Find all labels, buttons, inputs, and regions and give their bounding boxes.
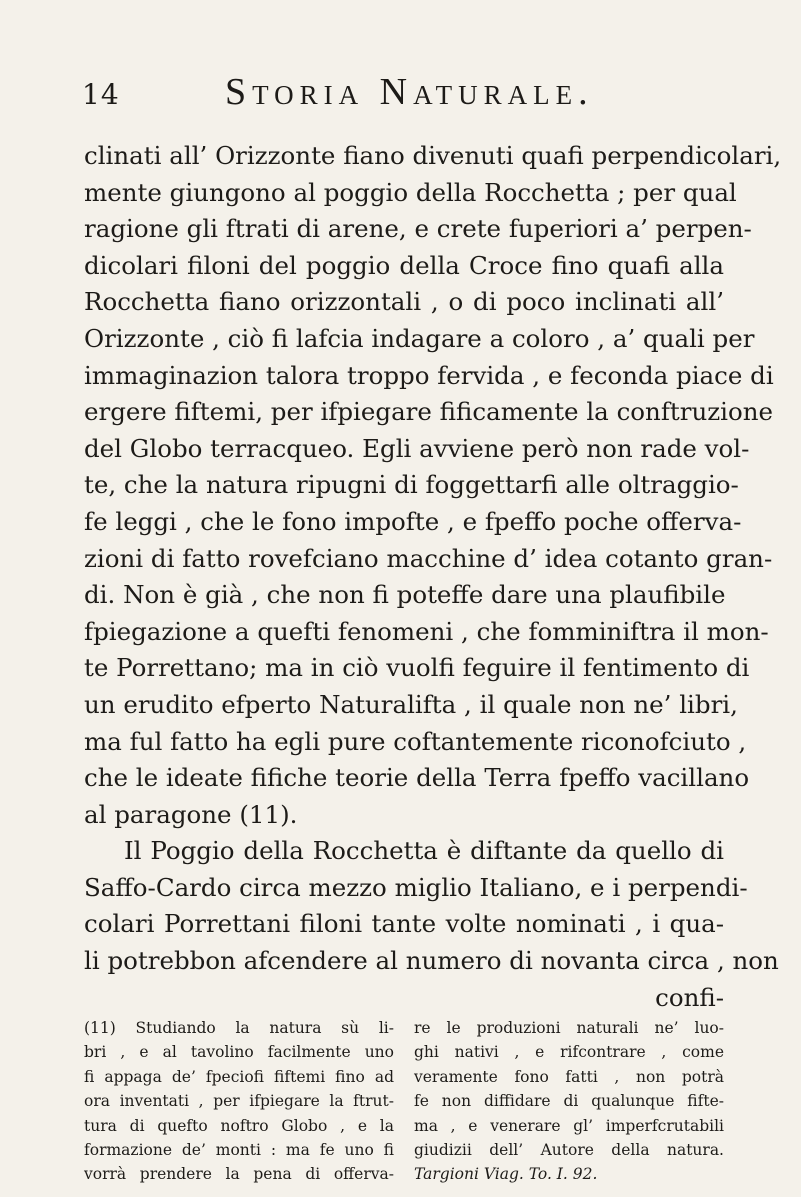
text-line: del Globo terracqueo. Egli avviene però non rade vol- [84,433,750,463]
text-line: li potrebbon afcendere al numero di novanta circa , non [84,946,779,976]
text-line: dicolari filoni del poggio della Croce fino quafi alla [84,250,724,280]
footnote-line: ora inventati , per ifpiegare la ftrut- [84,1092,394,1111]
text-line: Il Poggio della Rocchetta è diftante da quello di [124,836,724,866]
footnote-line: re le produzioni naturali ne’ luo- [414,1019,724,1037]
text-line: di. Non è già , che non fi poteffe dare una plaufibile [84,580,726,610]
page-header [0,70,801,120]
footnote-line: ghi nativi , e rifcontrare , come [414,1043,724,1062]
text-line: clinati all’ Orizzonte fiano divenuti quafi perpendicolari, [84,141,782,170]
text-line: ergere fiftemi, per ifpiegare fificamente la conftruzione [84,397,773,427]
text-line: ragione gli ftrati di arene, e crete fuperiori a’ perpen- [84,214,752,244]
page-number: 14 [82,78,120,111]
text-line: Orizzonte , ciò fi lafcia indagare a coloro , a’ quali per [84,323,755,353]
footnote-line: vorrà prendere la pena di offerva- [84,1165,394,1184]
main-text [84,138,782,1016]
text-line: colari Porrettani filoni tante volte nominati , i qua- [84,909,724,939]
footnote-line: fe non diffidare di qualunque fifte- [414,1092,724,1111]
text-line: fpiegazione a quefti fenomeni , che fomminiftra il mon- [84,616,769,646]
text-line: immaginazion talora troppo fervida , e feconda piace di [84,360,774,390]
text-line: al paragone (11). [84,799,298,829]
footnote-line: tura di quefto noftro Globo , e la [84,1116,394,1135]
text-line: Rocchetta fiano orizzontali , o di poco inclinati all’ [84,287,724,317]
footnote-line: (11) Studiando la natura sù li- [84,1019,394,1037]
text-line: te Porrettano; ma in ciò vuolfi feguire il fentimento di [84,653,750,683]
text-line: Saffo-Cardo circa mezzo miglio Italiano, e i perpendi- [84,872,748,902]
text-line: mente giungono al poggio della Rocchetta ; per qual [84,177,737,207]
running-title: Storia Naturale. [225,71,594,113]
catchword: confi- [655,982,724,1012]
text-line: un erudito efperto Naturalifta , il quale non ne’ libri, [84,689,738,719]
footnote-line: formazione de’ monti : ma fe uno fi [84,1140,394,1159]
text-line: zioni di fatto rovefciano macchine d’ idea cotanto gran- [84,543,773,573]
footnote-citation: Targioni Viag. To. I. 92. [414,1165,598,1184]
text-line: te, che la natura ripugni di foggettarfi alle oltraggio- [84,470,739,500]
footnote-line: fi appaga de’ fpeciofi fiftemi fino ad [84,1067,394,1086]
footnote-column-left [84,1016,394,1187]
footnote-line: veramente fono fatti , non potrà [414,1067,724,1086]
footnote-line: giudizii dell’ Autore della natura. [414,1140,724,1159]
text-line: che le ideate fifiche teorie della Terra fpeffo vacillano [84,763,750,793]
text-line: ma ful fatto ha egli pure coftantemente riconofciuto , [84,726,747,756]
footnote-column-right [414,1016,724,1187]
text-line: fe leggi , che le fono impofte , e fpeffo poche offerva- [84,506,742,536]
footnote-line: ma , e venerare gl’ imperfcrutabili [414,1116,724,1135]
footnote-line: bri , e al tavolino facilmente uno [84,1043,394,1062]
footnotes [84,1016,724,1187]
